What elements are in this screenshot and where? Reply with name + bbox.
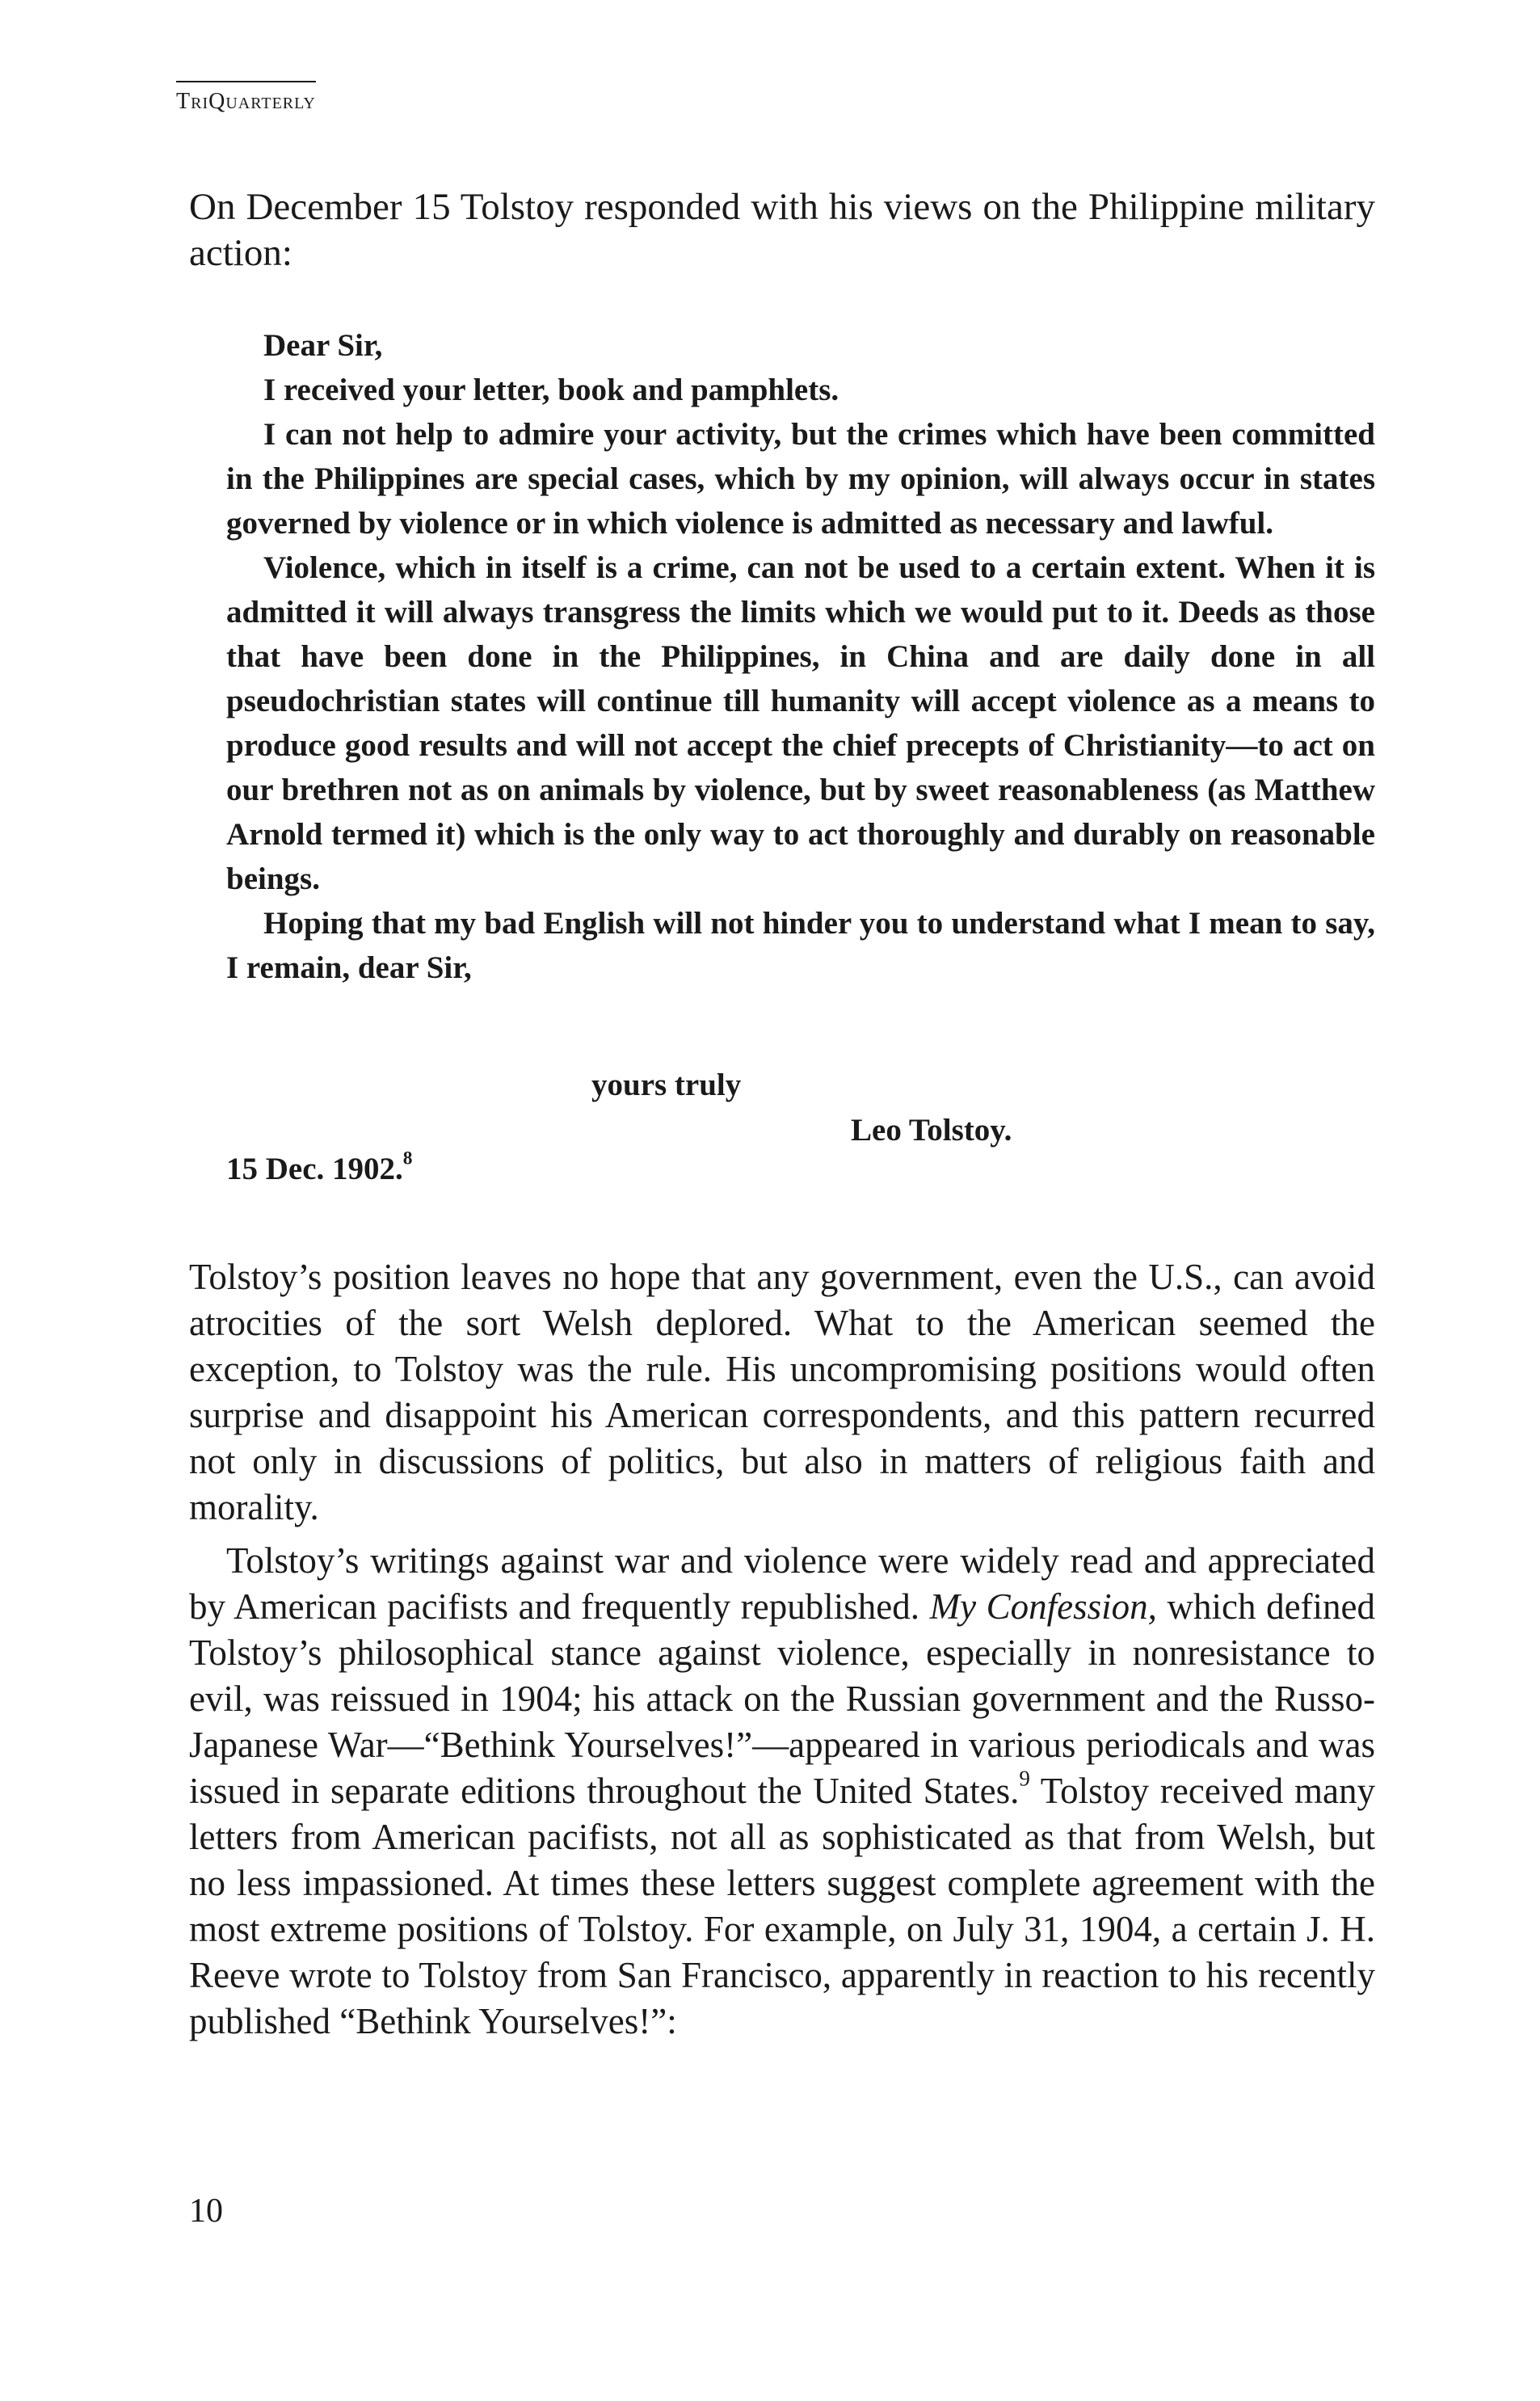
letter-paragraph: I received your letter, book and pamphlets. (263, 373, 839, 407)
footnote-ref-8: 8 (402, 1148, 413, 1169)
letter-paragraph: Violence, which in itself is a crime, can not be used to a certain extent. When it is admitted it will always transgress the limits which we would put to it. Deeds as those that have been done in the Philippines, in China and are daily done in all pseudochristian states will continue till humanity will accept violence as a means to produce good results and will not accept the chief precepts of Christianity—to act on our brethren not as on animals by violence, but by sweet reasonableness (as Matthew Arnold termed it) which is the only way to act thoroughly and durably on reasonable beings. (226, 550, 1375, 896)
intro-paragraph (189, 184, 1375, 276)
letter-paragraph: I can not help to admire your activity, but the crimes which have been committed in the Philippines are special cases, which by my opinion, will always occur in states governed by violence or in which violence is admitted as necessary and lawful. (226, 417, 1375, 541)
book-title: My Confession, (929, 1586, 1157, 1627)
intro-text: On December 15 Tolstoy responded with his views on the Philippine military action: (189, 186, 1375, 274)
letter-date-text: 15 Dec. 1902. (226, 1152, 403, 1186)
letter-signature: Leo Tolstoy. (851, 1113, 1012, 1148)
body-paragraph-2 (189, 1538, 1375, 2045)
body-text (189, 1254, 1375, 2052)
letter-closing: yours truly (591, 1068, 742, 1102)
p2-text-b: which defined Tolstoy’s philosophical stance against violence, especially in nonresistance to evil, was reissued in 1904; his attack on the Russian government and the Russo-Japanese War—“Bethink Yourselves!”—appeared in various periodicals and was issued in separate editions throughout the United States. (189, 1586, 1376, 1811)
p2-text-a: Tolstoy’s writings against war and violence were widely read and appreciated by American pacifists and frequently republished. (189, 1540, 1375, 1627)
page-number: 10 (189, 2192, 223, 2230)
letter-salutation: Dear Sir, (263, 328, 383, 363)
letter-paragraph: Hoping that my bad English will not hinder you to understand what I mean to say, I remain, dear Sir, (226, 906, 1375, 985)
body-paragraph-1: Tolstoy’s position leaves no hope that any government, even the U.S., can avoid atrocities of the sort Welsh deplored. What to the American seemed the exception, to Tolstoy was the rule. His uncompromising positions would often surprise and disappoint his American correspondents, and this pattern recurred not only in discussions of politics, but also in matters of religious faith and morality. (189, 1257, 1375, 1527)
footnote-ref-9: 9 (1019, 1766, 1030, 1791)
p2-text-c: Tolstoy received many letters from American pacifists, not all as sophisticated as that from Welsh, but no less impassioned. At times these letters suggest complete agreement with the most extreme positions of Tolstoy. For example, on July 31, 1904, a certain J. H. Reeve wrote to Tolstoy from San Francisco, apparently in reaction to his recently published “Bethink Yourselves!”: (189, 1771, 1376, 2041)
running-head: TriQuarterly (176, 81, 316, 115)
letter-date (226, 1148, 413, 1187)
quoted-letter (226, 323, 1375, 990)
